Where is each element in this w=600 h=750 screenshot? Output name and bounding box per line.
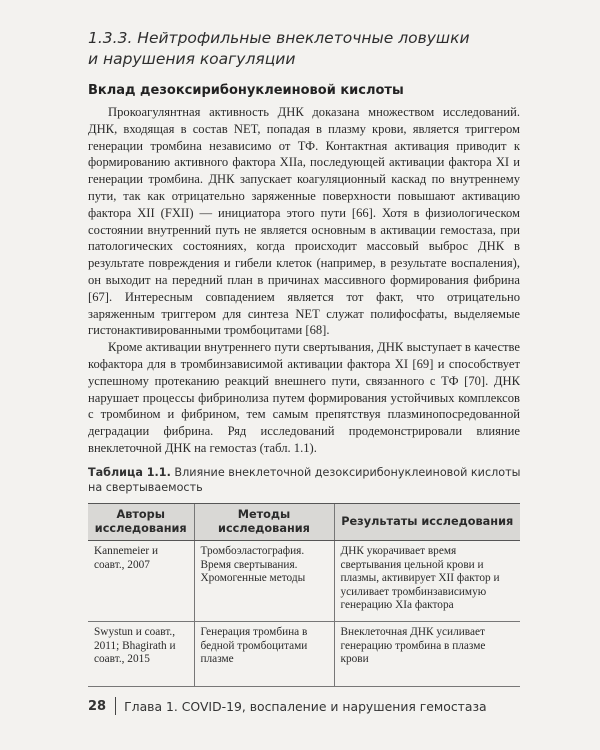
section-title-line-1: 1.3.3. Нейтрофильные внеклеточные ловушки: [88, 29, 470, 47]
header-methods: Методы исследования: [194, 504, 334, 541]
header-authors: Авторы исследования: [88, 504, 194, 541]
cell-results: Внеклеточная ДНК усиливает генерацию тромбина в плазме крови: [334, 621, 520, 686]
cell-methods: Тромбоэластография. Время свертывания. Хромогенные методы: [194, 541, 334, 622]
page-number: 28: [88, 698, 107, 714]
table-row: [88, 621, 520, 686]
section-title: [88, 28, 528, 70]
table-header-row: [88, 504, 520, 541]
body-text: [88, 104, 520, 457]
footer-divider: [115, 697, 116, 715]
table-caption-label: Таблица 1.1.: [88, 466, 171, 479]
data-table: [88, 503, 520, 687]
cell-methods: Генерация тромбина в бедной тромбоцитами плазме: [194, 621, 334, 686]
cell-results: ДНК укорачивает время свертывания цельной крови и плазмы, активирует XII фактор и усиливает тромбинзависимую генерацию XIa фактора: [334, 541, 520, 622]
section-title-line-2: и нарушения коагуляции: [88, 50, 296, 68]
table-row: [88, 541, 520, 622]
header-results: Результаты исследования: [334, 504, 520, 541]
table-caption-text: Влияние внеклеточной дезоксирибонуклеиновой кислоты на свертываемость: [88, 466, 521, 494]
page-footer: [88, 694, 487, 718]
paragraph-2: Кроме активации внутреннего пути свертывания, ДНК выступает в качестве кофактора для в тромбинзависимой активации фактора XI [69] и способствует успешному протеканию реакций внешнего пути, связанного с ТФ [70]. ДНК нарушает процессы фибринолиза путем формирования устойчивых комплексов с тромбином и фибрином, тем самым препятствуя плазминопосредованной деградации фибрина. Ряд исследований продемонстрировали влияние внеклеточной ДНК на гемостаз (табл. 1.1).: [88, 340, 520, 455]
cell-authors: Swystun и соавт., 2011; Bhagirath и соавт., 2015: [88, 621, 194, 686]
table-caption: [88, 465, 523, 495]
running-title: Глава 1. COVID-19, воспаление и нарушения гемостаза: [124, 698, 487, 714]
paragraph-1: Прокоагулянтная активность ДНК доказана множеством исследований. ДНК, входящая в состав NET, попадая в плазму крови, является триггером генерации тромбина независимо от ТФ. Контактная активация приводит к формированию активного фактора XIIa, последующей активации фактора XI и генерации тромбина. ДНК запускает коагуляционный каскад по внутреннему пути, так как отрицательно заряженные поверхности повышают активацию фактора XII (FXII) — инициатора этого пути [66]. Хотя в физиологическом состоянии внутренний путь не является основным в активации гемостаза, при патологических состояниях, когда происходит массовый выброс ДНК в результате повреждения и гибели клеток (например, в результате воспаления), он выходит на передний план в причинах массивного формирования фибрина [67]. Интересным совпадением является тот факт, что отрицательно заряженным триггером для синтеза NET служат полифосфаты, выделяемые гистонактивированными тромбоцитами [68].: [88, 105, 520, 338]
cell-authors: Kannemeier и соавт., 2007: [88, 541, 194, 622]
subheading: Вклад дезоксирибонуклеиновой кислоты: [88, 83, 404, 98]
